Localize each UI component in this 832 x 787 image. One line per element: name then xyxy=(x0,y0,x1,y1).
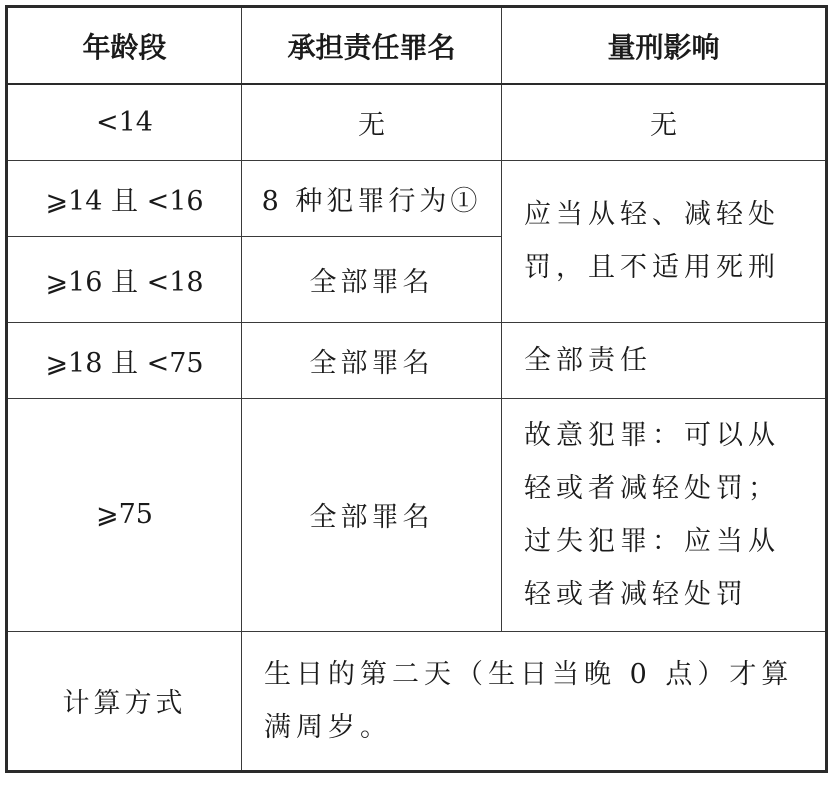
criminal-responsibility-age-table xyxy=(5,5,828,773)
table-row xyxy=(7,84,827,160)
header-row xyxy=(7,7,827,85)
age-cell: ⩾16 且 <18 xyxy=(7,236,242,322)
crimes-cell: 全部罪名 xyxy=(242,322,502,398)
calculation-row xyxy=(7,631,827,771)
sentencing-cell-elderly xyxy=(502,398,827,631)
sentencing-cell: 无 xyxy=(502,84,827,160)
table-row xyxy=(7,398,827,631)
crimes-cell: 全部罪名 xyxy=(242,398,502,631)
crimes-cell: 8 种犯罪行为① xyxy=(242,160,502,236)
header-age: 年龄段 xyxy=(7,7,242,85)
header-crimes: 承担责任罪名 xyxy=(242,7,502,85)
table-row xyxy=(7,322,827,398)
age-cell: ⩾75 xyxy=(7,398,242,631)
negligent-crime-text: 过失犯罪：应当从轻或者减轻处罚 xyxy=(524,525,780,610)
intentional-crime-text: 故意犯罪：可以从轻或者减轻处罚； xyxy=(524,419,780,504)
table-row xyxy=(7,160,827,236)
age-cell: <14 xyxy=(7,84,242,160)
age-cell: ⩾18 且 <75 xyxy=(7,322,242,398)
crimes-cell: 无 xyxy=(242,84,502,160)
calculation-text: 生日的第二天（生日当晚 0 点）才算满周岁。 xyxy=(242,631,827,771)
header-sentencing: 量刑影响 xyxy=(502,7,827,85)
sentencing-cell-minor: 应当从轻、减轻处罚，且不适用死刑 xyxy=(502,160,827,322)
crimes-cell: 全部罪名 xyxy=(242,236,502,322)
age-cell: ⩾14 且 <16 xyxy=(7,160,242,236)
calculation-label: 计算方式 xyxy=(7,631,242,771)
sentencing-cell: 全部责任 xyxy=(502,322,827,398)
